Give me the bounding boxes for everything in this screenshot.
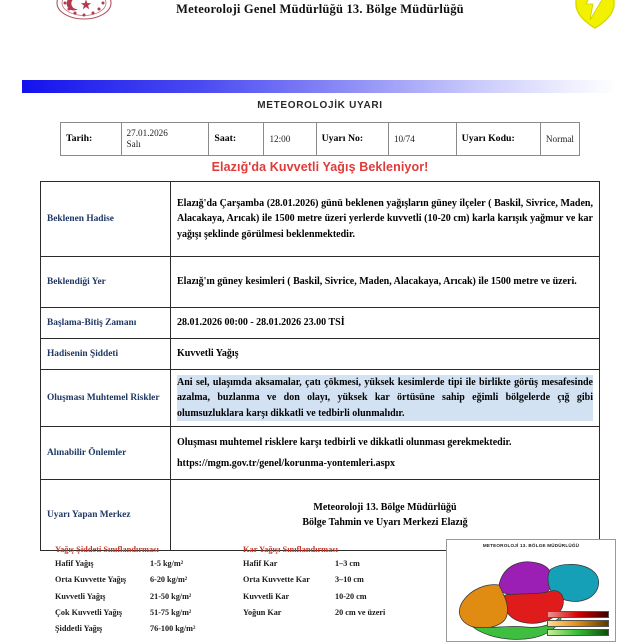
list-item: [243, 575, 413, 585]
row-label-issuing-center: Uyarı Yapan Merkez: [41, 480, 171, 551]
snow-classification-box: [243, 545, 413, 624]
region-map: [446, 539, 616, 642]
precip-range-2: 21-50 kg/m²: [150, 591, 192, 601]
map-region-purple: [499, 562, 553, 597]
date-day-text: Salı: [126, 139, 141, 149]
snow-classification-title: Kar Yağışı Sınıflandırması: [243, 545, 338, 554]
precip-name-0: Hafif Yağış: [55, 559, 94, 568]
row-value-start-end-time: 28.01.2026 00:00 - 28.01.2026 23.00 TSİ: [171, 308, 600, 339]
row-value-expected-location: Elazığ'ın güney kesimleri ( Baskil, Sivrice, Maden, Alacakaya, Arıcak) ile 1500 metre ve üzeri.: [171, 257, 600, 308]
warning-number-value: 10/74: [388, 123, 456, 156]
issuing-center-line1: Meteoroloji 13. Bölge Müdürlüğü: [313, 501, 457, 513]
precip-range-3: 51-75 kg/m²: [150, 607, 192, 617]
row-label-expected-event: Beklenen Hadise: [41, 182, 171, 257]
map-region-orange: [459, 585, 507, 629]
row-label-expected-location: Beklendiği Yer: [41, 257, 171, 308]
warning-code-label: Uyarı Kodu:: [456, 123, 540, 156]
snow-range-1: 3–10 cm: [335, 575, 364, 585]
time-value: 12:00: [264, 123, 316, 156]
list-item: [243, 559, 413, 569]
warning-metadata-table: [60, 122, 580, 156]
legend-bar-red: [547, 611, 609, 618]
snow-name-2: Kuvvetli Kar: [243, 591, 290, 601]
row-value-expected-event: Elazığ'da Çarşamba (28.01.2026) günü beklenen yağışların güney ilçeler ( Baskil, Sivrice, Maden, Alacakaya, Arıcak) ile 1500 metre üzeri yerlerde kuvvetli (10-20 cm) karla karışık yağmur ve kar yağışı şeklinde görülmesi beklenmektedir.: [171, 182, 600, 257]
row-value-precautions: [171, 427, 600, 480]
highlighted-risk-text: Ani sel, ulaşımda aksamalar, çatı çökmesi, yüksek kesimlerde tipi ile birlikte görüş mesafesinde azalma, buzlanma ve don olayı, yüksek kar örtüsüne sahip eğimli bölgelerde çığ gibi olumsuzluklara karşı dikkatli ve tedbirli olunmalıdır.: [177, 375, 593, 422]
warning-number-label: Uyarı No:: [316, 123, 388, 156]
row-label-start-end-time: Başlama-Bitiş Zamanı: [41, 308, 171, 339]
warning-headline: Elazığ'da Kuvvetli Yağış Bekleniyor!: [211, 160, 429, 174]
precipitation-classification-title: Yağış Şiddeti Sınıflandırması: [55, 545, 159, 554]
snow-range-3: 20 cm ve üzeri: [335, 607, 386, 617]
table-row-expected-location: [41, 257, 600, 308]
precip-name-3: Çok Kuvvetli Yağış: [55, 607, 123, 617]
table-row-start-end-time: [41, 308, 600, 339]
row-label-severity: Hadisenin Şiddeti: [41, 339, 171, 370]
precip-range-0: 1-5 kg/m²: [150, 559, 184, 568]
region-map-title: METEOROLOJİ 13. BÖLGE MÜDÜRLÜĞÜ: [482, 543, 580, 548]
header-gradient-bar: [22, 80, 618, 93]
precip-range-4: 76-100 kg/m²: [150, 624, 196, 633]
row-label-possible-risks: Oluşması Muhtemel Riskler: [41, 370, 171, 427]
list-item: [55, 592, 230, 602]
issuing-center-line2: Bölge Tahmin ve Uyarı Merkezi Elazığ: [302, 517, 468, 528]
legend-bar-green: [547, 629, 609, 636]
lightning-shield-icon: [572, 0, 618, 30]
list-item: [243, 608, 413, 618]
warning-code-value: Normal: [540, 123, 579, 156]
table-row-precautions: [41, 427, 600, 480]
precip-name-2: Kuvvetli Yağış: [55, 591, 106, 601]
precip-range-1: 6-20 kg/m²: [150, 575, 188, 585]
list-item: [243, 592, 413, 602]
document-header: [0, 0, 640, 36]
snow-name-3: Yoğun Kar: [243, 607, 282, 617]
table-row: [61, 123, 580, 156]
meteorological-warning-banner: METEOROLOJİK UYARI: [257, 100, 383, 111]
precautions-text: Oluşması muhtemel risklere karşı tedbirli ve dikkatli olunması gerekmektedir.: [177, 436, 512, 448]
time-label: Saat:: [209, 123, 264, 156]
table-row-severity: [41, 339, 600, 370]
list-item: [55, 559, 230, 569]
legend-bar-orange: [547, 620, 609, 627]
table-row-expected-event: [41, 182, 600, 257]
page-title: Meteoroloji Genel Müdürlüğü 13. Bölge Müdürlüğü: [176, 2, 464, 16]
warning-details-table: [40, 181, 600, 551]
precautions-link[interactable]: https://mgm.gov.tr/genel/korunma-yontemleri.aspx: [177, 458, 396, 469]
gradient-fill: [22, 80, 618, 93]
row-value-possible-risks: [171, 370, 600, 427]
snow-range-0: 1–3 cm: [335, 559, 360, 568]
precip-name-4: Şiddetli Yağış: [55, 624, 103, 633]
snow-name-0: Hafif Kar: [243, 559, 278, 568]
snow-name-1: Orta Kuvvette Kar: [243, 575, 310, 585]
snow-range-2: 10-20 cm: [335, 591, 367, 601]
date-value-text: 27.01.2026: [126, 128, 168, 139]
date-value: [121, 123, 209, 156]
row-value-severity: Kuvvetli Yağış: [171, 339, 600, 370]
list-item: [55, 624, 230, 634]
map-legend: [547, 611, 609, 638]
row-label-precautions: Alınabilir Önlemler: [41, 427, 171, 480]
list-item: [55, 608, 230, 618]
date-label: Tarih:: [61, 123, 122, 156]
table-row-possible-risks: [41, 370, 600, 427]
list-item: [55, 575, 230, 585]
precipitation-classification-box: [55, 545, 230, 640]
precip-name-1: Orta Kuvvette Yağış: [55, 575, 127, 585]
